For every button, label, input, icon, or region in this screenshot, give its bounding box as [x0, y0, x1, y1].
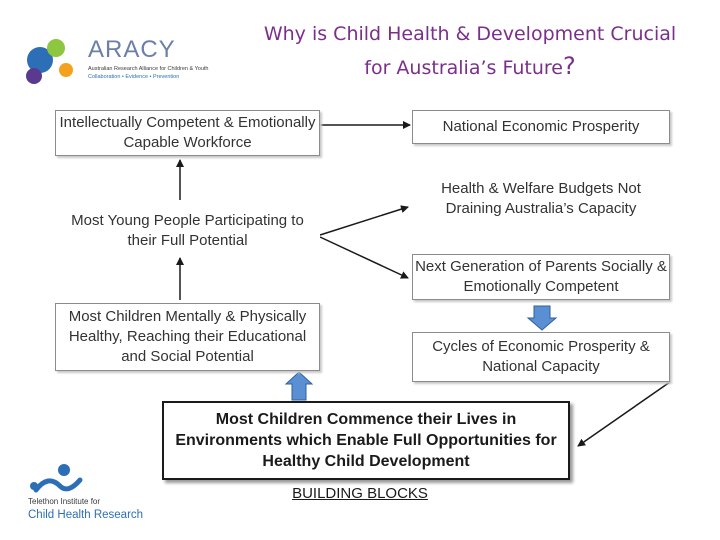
box-cycles-text: Cycles of Economic Prosperity & National Capacity	[432, 338, 650, 375]
box-next-generation	[412, 254, 670, 300]
box-workforce-text: Intellectually Competent & Emotionally Capable Workforce	[59, 114, 316, 151]
aracy-logo-fullname: Australian Research Alliance for Children & Youth	[88, 66, 209, 72]
box-economic-prosperity	[412, 110, 670, 144]
box-central	[162, 401, 570, 480]
box-economic-prosperity-text: National Economic Prosperity	[442, 118, 640, 135]
title-line-2-text: for Australia’s Future	[364, 57, 563, 79]
box-children-healthy	[55, 303, 320, 371]
box-next-generation-text: Next Generation of Parents Socially & Emotionally Competent	[415, 258, 667, 295]
block-arrow-up	[286, 372, 312, 400]
box-workforce	[55, 110, 320, 156]
box-young-people-text: Most Young People Participating to their Full Potential	[71, 212, 304, 249]
box-cycles	[412, 332, 670, 382]
telethon-logo-line2: Child Health Research	[28, 509, 144, 521]
telethon-logo-figure	[30, 482, 38, 490]
box-central-text: Most Children Commence their Lives in Environments which Enable Full Opportunities for Healthy Child Development	[175, 411, 557, 470]
telethon-logo	[22, 460, 212, 530]
box-budgets-text: Health & Welfare Budgets Not Draining Australia’s Capacity	[441, 180, 641, 217]
telethon-logo-figure	[58, 464, 70, 476]
telethon-logo-line1: Telethon Institute for	[28, 497, 101, 506]
aracy-logo-name: ARACY	[88, 36, 176, 63]
aracy-logo-tagline: Collaboration • Evidence • Prevention	[88, 74, 180, 80]
building-blocks-label: BUILDING BLOCKS	[292, 485, 428, 502]
block-arrow-down	[528, 306, 556, 330]
title-question-mark: ?	[562, 52, 576, 80]
box-budgets	[412, 177, 670, 221]
arrow-young-to-parents	[320, 237, 408, 278]
title-line-1: Why is Child Health & Development Crucial	[263, 23, 677, 45]
box-children-healthy-text: Most Children Mentally & Physically Healthy, Reaching their Educational and Social Potential	[68, 308, 307, 365]
box-young-people	[55, 208, 320, 254]
arrow-young-to-budgets	[320, 207, 408, 235]
arrow-cycles-to-central	[578, 382, 670, 446]
telethon-logo-figure	[36, 480, 80, 490]
